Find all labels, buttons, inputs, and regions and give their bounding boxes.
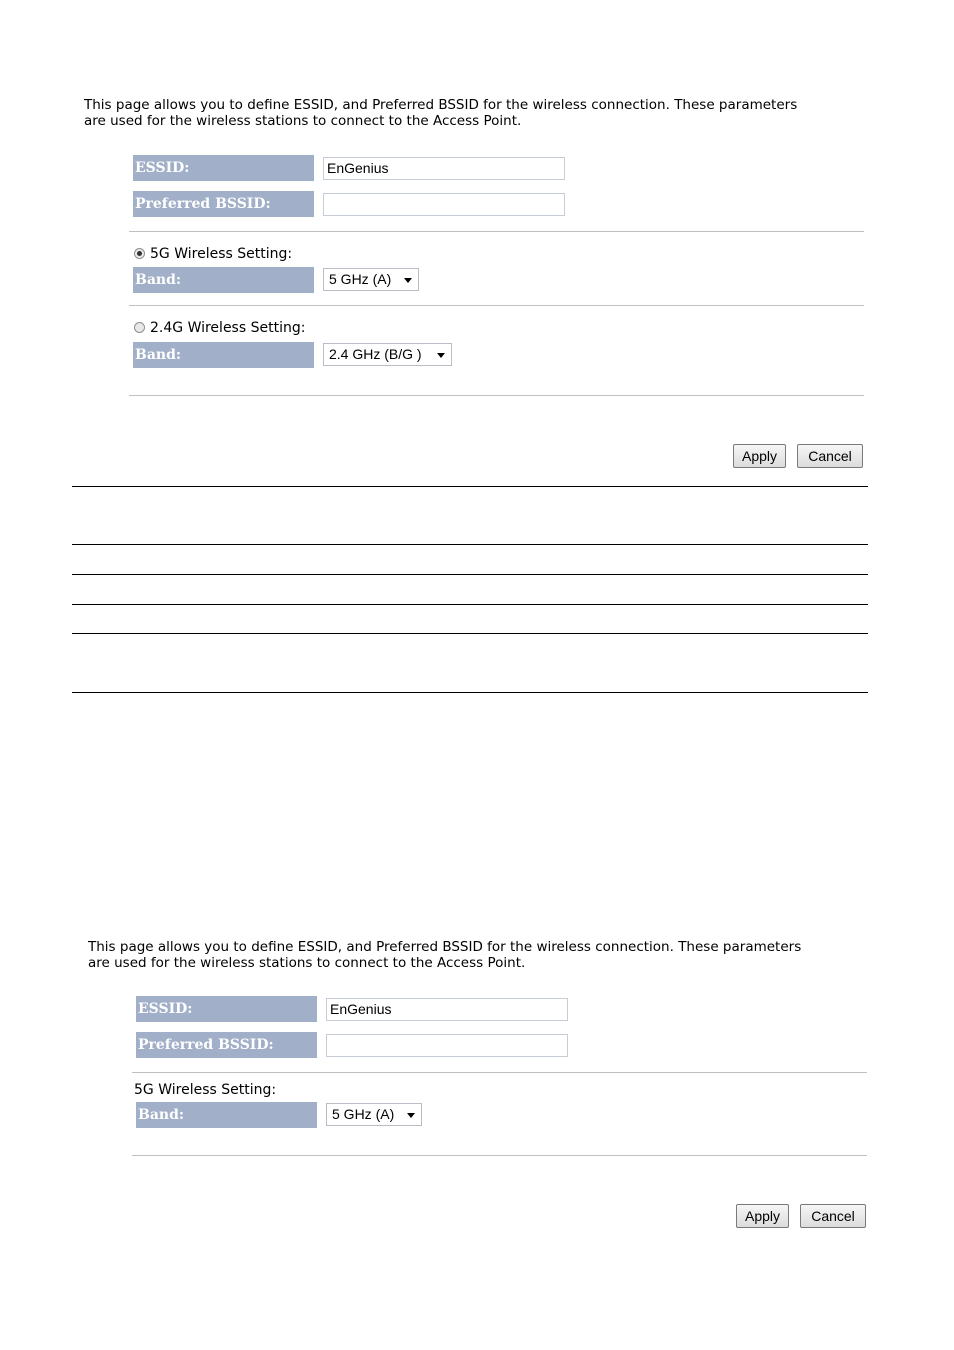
preferred-bssid-input[interactable] (323, 193, 565, 216)
chevron-down-icon (407, 1113, 415, 1118)
divider (132, 1072, 867, 1073)
radio-5g-button[interactable] (134, 248, 145, 259)
radio-24g-wireless-setting[interactable] (134, 320, 305, 336)
page-description-line-2: are used for the wireless stations to connect to the Access Point. (88, 955, 526, 971)
cancel-button[interactable]: Cancel (800, 1204, 866, 1228)
page-description-line-2: are used for the wireless stations to connect to the Access Point. (84, 113, 522, 129)
band-5g-selected-value: 5 GHz (A) (332, 1106, 395, 1122)
band-5g-label: Band: (133, 267, 314, 293)
essid-label: ESSID: (136, 996, 317, 1022)
table-rule (72, 692, 868, 693)
table-rule (72, 633, 868, 634)
apply-button[interactable]: Apply (736, 1204, 789, 1228)
divider (129, 305, 864, 306)
chevron-down-icon (437, 353, 445, 358)
band-5g-select[interactable] (323, 268, 419, 291)
radio-24g-label: 2.4G Wireless Setting: (150, 320, 306, 336)
band-5g-selected-value: 5 GHz (A) (329, 271, 392, 287)
table-rule (72, 574, 868, 575)
band-5g-select[interactable] (326, 1103, 422, 1126)
radio-5g-label: 5G Wireless Setting: (150, 246, 293, 262)
cancel-button[interactable]: Cancel (797, 444, 863, 468)
page-description-line-1: This page allows you to define ESSID, and Preferred BSSID for the wireless connection. These parameters (88, 939, 802, 955)
radio-5g-wireless-setting[interactable] (134, 246, 292, 262)
essid-label: ESSID: (133, 155, 314, 181)
preferred-bssid-label: Preferred BSSID: (136, 1032, 317, 1058)
table-rule (72, 486, 868, 487)
band-24g-label: Band: (133, 342, 314, 368)
divider (132, 1155, 867, 1156)
band-5g-label: Band: (136, 1102, 317, 1128)
table-rule (72, 604, 868, 605)
setting-5g-label: 5G Wireless Setting: (134, 1082, 277, 1098)
page-description-line-1: This page allows you to define ESSID, and Preferred BSSID for the wireless connection. These parameters (84, 97, 798, 113)
essid-input[interactable]: EnGenius (323, 157, 565, 180)
divider (129, 231, 864, 232)
apply-button[interactable]: Apply (733, 444, 786, 468)
preferred-bssid-label: Preferred BSSID: (133, 191, 314, 217)
divider (129, 395, 864, 396)
band-24g-selected-value: 2.4 GHz (B/G ) (329, 346, 422, 362)
essid-input[interactable]: EnGenius (326, 998, 568, 1021)
band-24g-select[interactable] (323, 343, 452, 366)
preferred-bssid-input[interactable] (326, 1034, 568, 1057)
radio-24g-button[interactable] (134, 322, 145, 333)
table-rule (72, 544, 868, 545)
chevron-down-icon (404, 278, 412, 283)
